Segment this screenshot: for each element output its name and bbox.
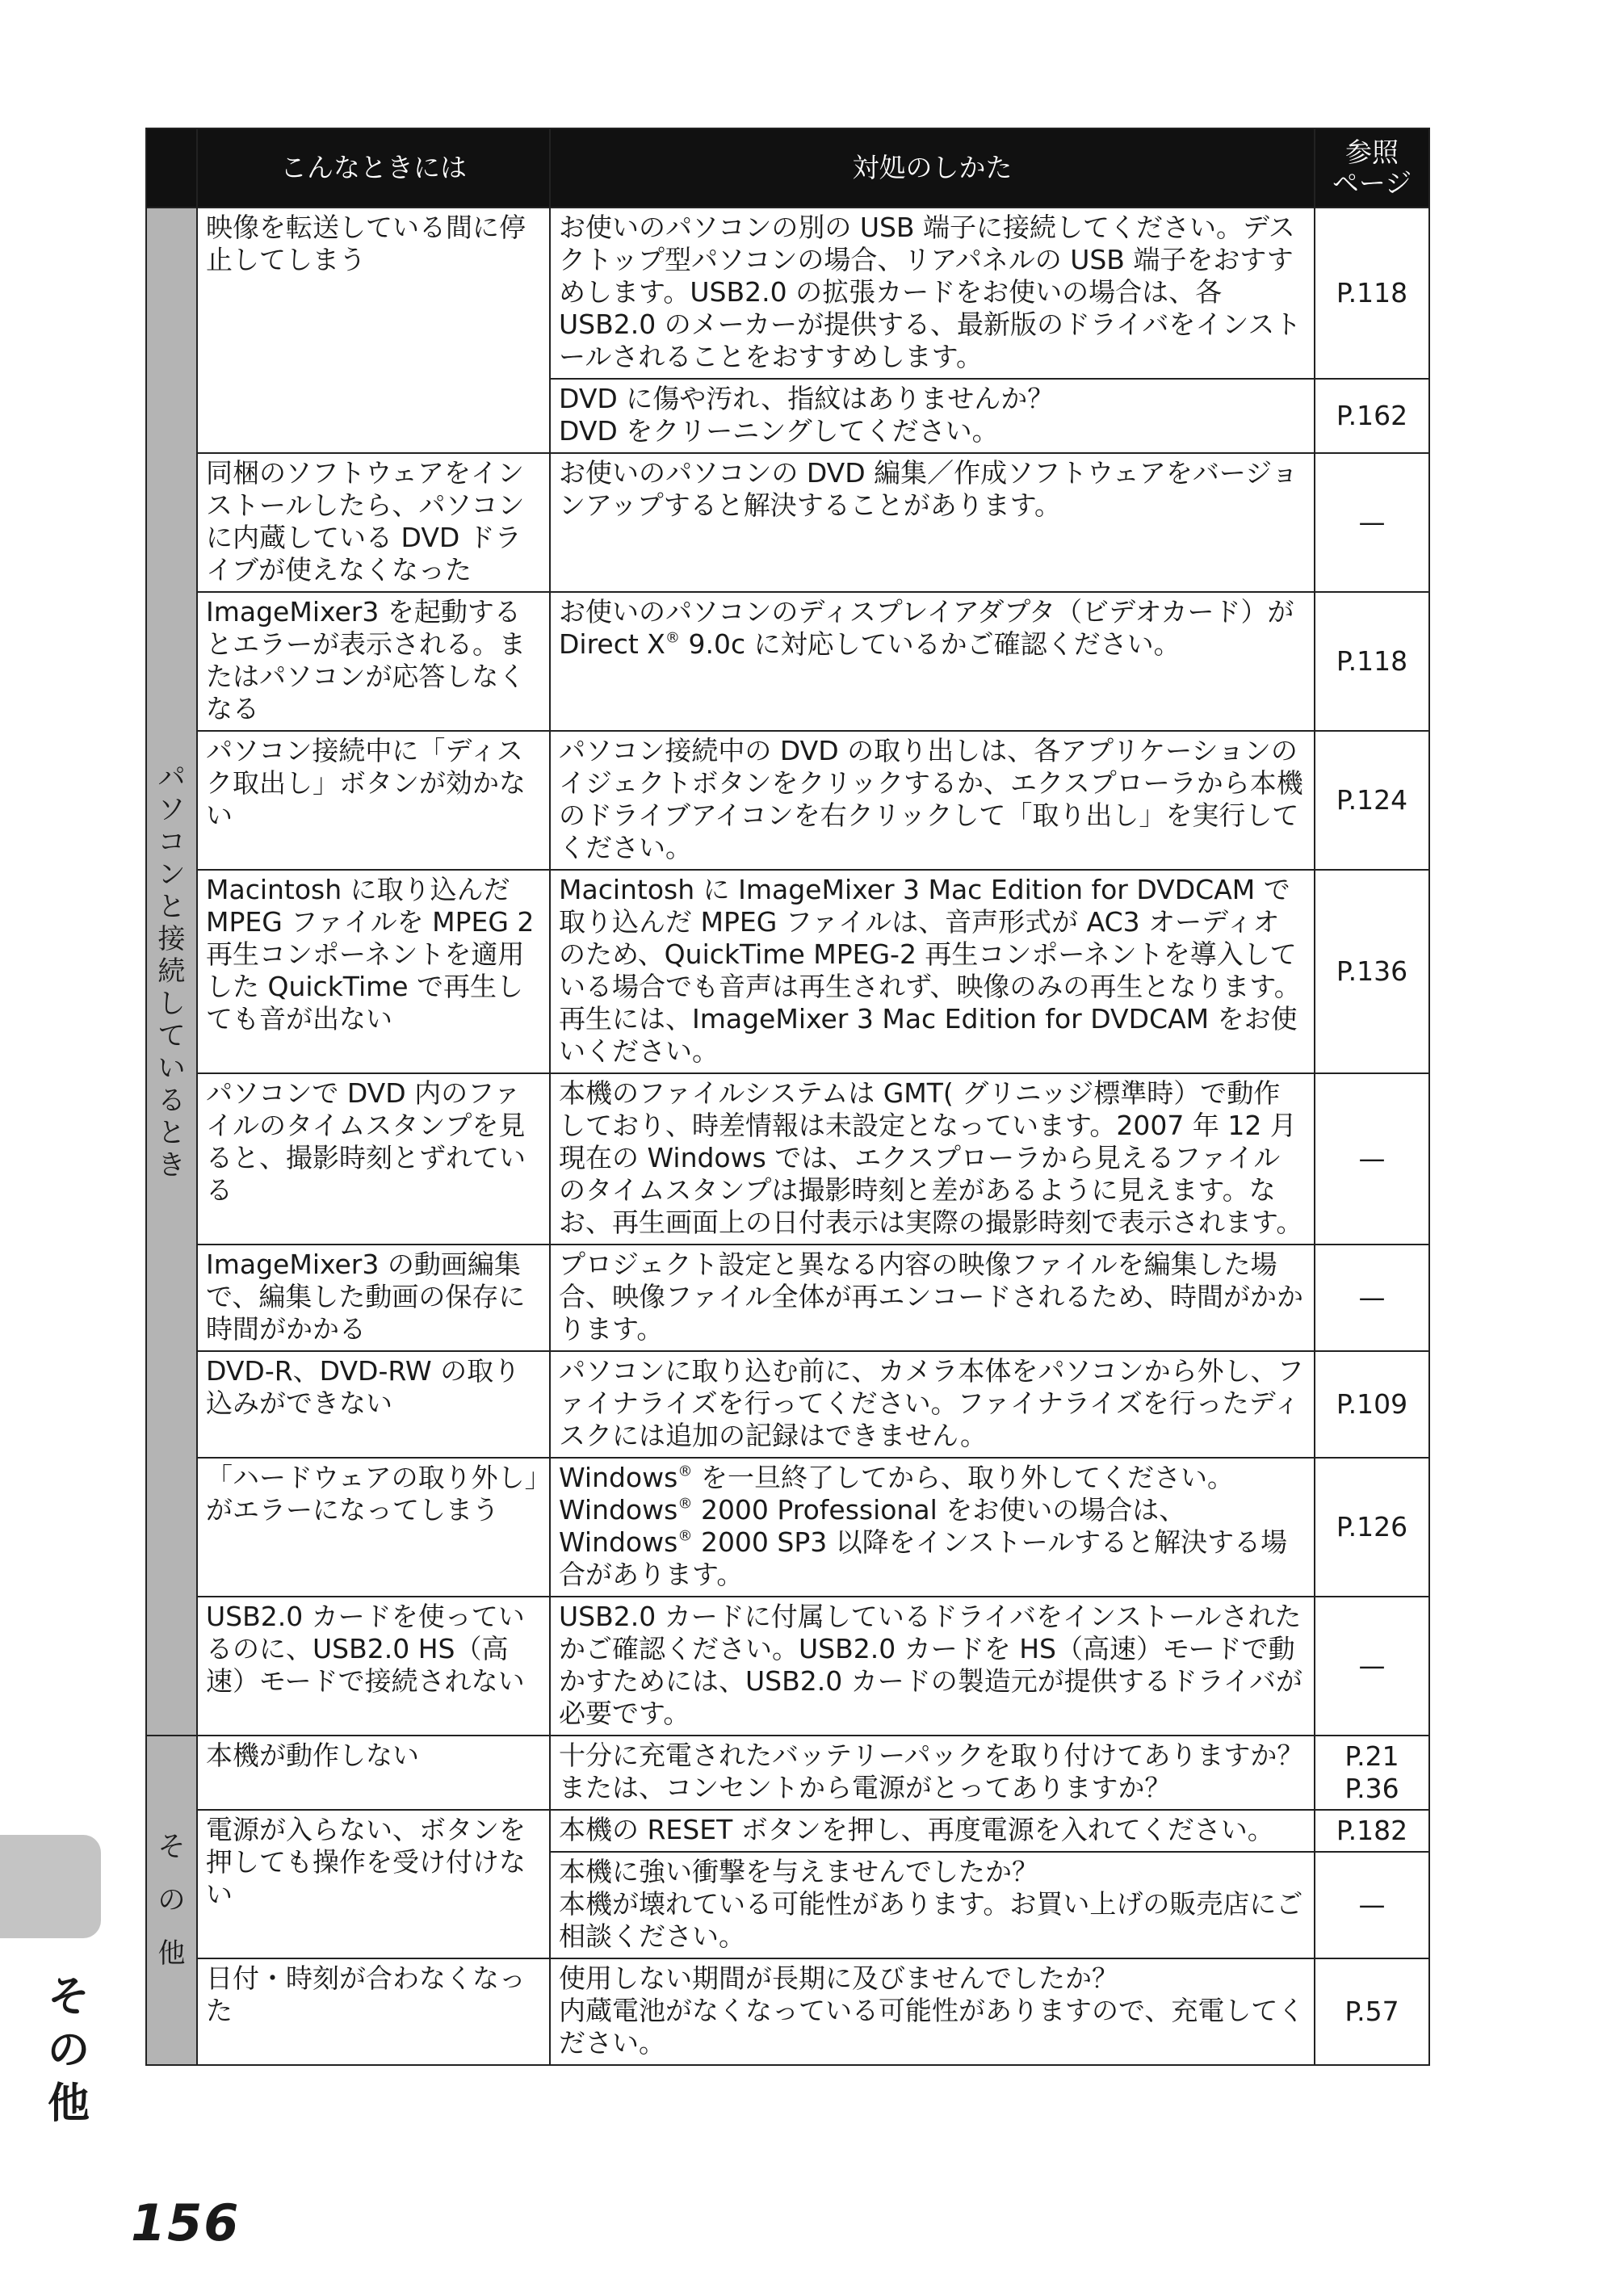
table-row <box>146 731 1429 870</box>
reference-page: P.109 <box>1336 1388 1408 1420</box>
reference-page: — <box>1358 1650 1386 1681</box>
remedy-text: Windows <box>559 1462 678 1493</box>
remedy-text: Windows <box>559 1526 678 1558</box>
table-row <box>146 870 1429 1073</box>
reference-cell <box>1315 592 1429 731</box>
remedy-cell: 使用しない期間が長期に及びませんでしたか？ 内蔵電池がなくなっている可能性がありますので、充電してください。 <box>550 1958 1315 2065</box>
reference-page: P.118 <box>1336 277 1408 309</box>
category-label <box>158 759 186 1184</box>
remedy-cell: お使いのパソコンの DVD 編集／作成ソフトウェアをバージョンアップすると解決することがあります。 <box>550 453 1315 592</box>
remedy-line <box>559 1462 1306 1494</box>
reference-page: P.136 <box>1336 955 1408 987</box>
reference-cell <box>1315 731 1429 870</box>
category-char: 接 <box>157 923 186 955</box>
reference-page: — <box>1358 1889 1386 1920</box>
remedy-cell: USB2.0 カードに付属しているドライバをインストールされたかご確認ください。USB2.0 カードを HS（高速）モードで動かすためには、USB2.0 カードの製造元が提供するドライバが必要です。 <box>550 1597 1315 1736</box>
category-char: き <box>157 1149 186 1182</box>
situation-cell: 日付・時刻が合わなくなった <box>197 1958 550 2065</box>
reference-cell <box>1315 379 1429 453</box>
reference-page: — <box>1358 1143 1386 1174</box>
situation-cell: 電源が入らない、ボタンを押しても操作を受け付けない <box>197 1810 550 1958</box>
table-row <box>146 1245 1429 1351</box>
situation-cell: パソコン接続中に「ディスク取出し」ボタンが効かない <box>197 731 550 870</box>
remedy-cell: プロジェクト設定と異なる内容の映像ファイルを編集した場合、映像ファイル全体が再エンコードされるため、時間がかかります。 <box>550 1245 1315 1351</box>
category-cell <box>146 208 197 1736</box>
remedy-text: 2000 SP3 以降をインストールすると解決する場合があります。 <box>559 1526 1288 1590</box>
remedy-cell <box>550 1458 1315 1597</box>
registered-mark: ® <box>677 1463 693 1480</box>
situation-cell: 映像を転送している間に停止してしまう <box>197 208 550 453</box>
category-char: と <box>157 1117 186 1149</box>
header-situation: こんなときには <box>197 128 550 208</box>
header-reference <box>1315 128 1429 208</box>
table-row <box>146 208 1429 379</box>
header-category-cell <box>146 128 197 208</box>
reference-page: P.118 <box>1336 645 1408 677</box>
remedy-line <box>559 1494 1306 1526</box>
table-row <box>146 592 1429 731</box>
situation-cell: USB2.0 カードを使っているのに、USB2.0 HS（高速）モードで接続されない <box>197 1597 550 1736</box>
reference-cell <box>1315 1810 1429 1852</box>
table-row <box>146 1810 1429 1852</box>
situation-cell: DVD-R、DVD-RW の取り込みができない <box>197 1351 550 1458</box>
section-label-char: の <box>47 2026 90 2075</box>
page-number: 156 <box>131 2193 241 2252</box>
header-reference-line: 参照 <box>1345 136 1399 168</box>
reference-page: P.36 <box>1344 1773 1399 1804</box>
table-row <box>146 1958 1429 2065</box>
remedy-text: を一旦終了してから、取り外してください。 <box>692 1462 1234 1493</box>
category-char: そ <box>157 1831 186 1863</box>
remedy-cell: パソコンに取り込む前に、カメラ本体をパソコンから外し、ファイナライズを行ってください。ファイナライズを行ったディスクには追加の記録はできません。 <box>550 1351 1315 1458</box>
reference-cell <box>1315 1458 1429 1597</box>
table-body <box>146 208 1429 2065</box>
category-char: の <box>157 1884 186 1916</box>
section-label <box>40 1971 97 2130</box>
remedy-text: Windows <box>559 1494 678 1526</box>
remedy-cell: Macintosh に ImageMixer 3 Mac Edition for DVDCAM で取り込んだ MPEG ファイルは、音声形式が AC3 オーディオのため、QuickTime MPEG-2 再生コンポーネントを導入している場合でも音声は再生されず、映像のみの再生となります。再生には、ImageMixer 3 Mac Edition for DVDCAM をお使いください。 <box>550 870 1315 1073</box>
reference-page: P.21 <box>1344 1740 1399 1772</box>
remedy-cell: 本機の RESET ボタンを押し、再度電源を入れてください。 <box>550 1810 1315 1852</box>
category-char: 続 <box>157 955 186 988</box>
situation-cell: ImageMixer3 を起動するとエラーが表示される。またはパソコンが応答しなくなる <box>197 592 550 731</box>
remedy-line <box>559 1526 1306 1591</box>
table-row <box>146 1073 1429 1245</box>
header-remedy: 対処のしかた <box>550 128 1315 208</box>
reference-cell <box>1315 870 1429 1073</box>
reference-cell <box>1315 1958 1429 2065</box>
section-tab <box>0 1835 101 1938</box>
table-row <box>146 1458 1429 1597</box>
remedy-cell: 本機のファイルシステムは GMT( グリニッジ標準時）で動作しており、時差情報は未設定となっています。2007 年 12 月現在の Windows では、エクスプローラから見えるファイルのタイムスタンプは撮影時刻と差があるように見えます。なお、再生画面上の日付表示は実際の撮影時刻で表示されます。 <box>550 1073 1315 1245</box>
category-char: し <box>157 988 186 1020</box>
table-row <box>146 453 1429 592</box>
reference-page: P.126 <box>1336 1511 1408 1543</box>
reference-cell <box>1315 1852 1429 1958</box>
reference-cell <box>1315 1245 1429 1351</box>
remedy-cell: 十分に充電されたバッテリーパックを取り付けてありますか？ または、コンセントから電源がとってありますか？ <box>550 1736 1315 1810</box>
situation-cell: 本機が動作しない <box>197 1736 550 1810</box>
category-char: パ <box>157 762 186 794</box>
category-char: い <box>157 1052 186 1085</box>
remedy-cell: DVD に傷や汚れ、指紋はありませんか？ DVD をクリーニングしてください。 <box>550 379 1315 453</box>
remedy-cell <box>550 592 1315 731</box>
reference-cell <box>1315 1073 1429 1245</box>
section-label-char: そ <box>47 1973 90 2021</box>
registered-mark: ® <box>677 1527 693 1545</box>
table-row <box>146 1351 1429 1458</box>
situation-cell: ImageMixer3 の動画編集で、編集した動画の保存に時間がかかる <box>197 1245 550 1351</box>
reference-cell <box>1315 208 1429 379</box>
situation-cell: Macintosh に取り込んだ MPEG ファイルを MPEG 2 再生コンポーネントを適用した QuickTime で再生しても音が出ない <box>197 870 550 1073</box>
reference-page: — <box>1358 506 1386 538</box>
reference-page: — <box>1358 1282 1386 1313</box>
remedy-cell: お使いのパソコンの別の USB 端子に接続してください。デスクトップ型パソコンの場合、リアパネルの USB 端子をおすすめします。USB2.0 の拡張カードをお使いの場合は、各 USB2.0 のメーカーが提供する、最新版のドライバをインストールされることをおすすめします。 <box>550 208 1315 379</box>
troubleshooting-table <box>145 128 1430 2066</box>
category-char: ソ <box>157 794 186 826</box>
reference-page: P.182 <box>1336 1815 1408 1846</box>
category-label <box>158 1807 186 1993</box>
reference-cell <box>1315 1597 1429 1736</box>
table-header-row <box>146 128 1429 208</box>
remedy-text: 2000 Professional をお使いの場合は、 <box>692 1494 1186 1526</box>
reference-page: P.162 <box>1336 400 1408 431</box>
registered-mark: ® <box>677 1495 693 1513</box>
situation-cell: 「ハードウェアの取り外し」がエラーになってしまう <box>197 1458 550 1597</box>
remedy-cell: 本機に強い衝撃を与えませんでしたか？ 本機が壊れている可能性があります。お買い上げの販売店にご相談ください。 <box>550 1852 1315 1958</box>
table-row <box>146 1736 1429 1810</box>
header-reference-line: ページ <box>1332 167 1412 199</box>
category-char: て <box>157 1020 186 1052</box>
remedy-text: お使いのパソコンのディスプレイアダプタ（ビデオカード）が Direct X <box>559 596 1294 660</box>
category-char: る <box>157 1085 186 1117</box>
registered-mark: ® <box>665 629 681 647</box>
section-label-char: 他 <box>47 2080 90 2128</box>
category-cell <box>146 1736 197 2065</box>
remedy-text: 9.0c に対応しているかご確認ください。 <box>680 628 1181 660</box>
category-char: と <box>157 891 186 923</box>
reference-cell <box>1315 1351 1429 1458</box>
reference-page: P.124 <box>1336 784 1408 816</box>
situation-cell: パソコンで DVD 内のファイルのタイムスタンプを見ると、撮影時刻とずれている <box>197 1073 550 1245</box>
reference-page: P.57 <box>1344 1996 1399 2027</box>
reference-cell <box>1315 453 1429 592</box>
category-char: ン <box>157 858 186 891</box>
table-row <box>146 1597 1429 1736</box>
category-char: 他 <box>157 1937 186 1970</box>
situation-cell: 同梱のソフトウェアをインストールしたら、パソコンに内蔵している DVD ドライブが使えなくなった <box>197 453 550 592</box>
category-char: コ <box>157 826 186 858</box>
remedy-cell: パソコン接続中の DVD の取り出しは、各アプリケーションのイジェクトボタンをクリックするか、エクスプローラから本機のドライブアイコンを右クリックして「取り出し」を実行してください。 <box>550 731 1315 870</box>
reference-cell <box>1315 1736 1429 1810</box>
